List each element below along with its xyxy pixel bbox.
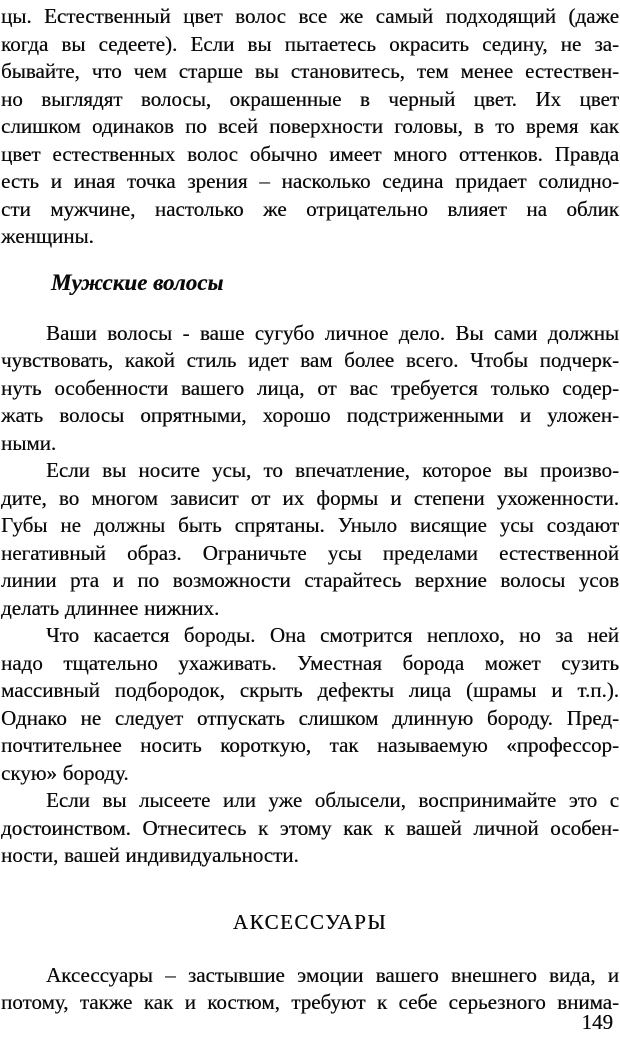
text-line: линии рта и по возможности старайтесь верхние волосы усов	[1, 568, 619, 592]
text-line: чувствовать, какой стиль идет вам более всего. Чтобы подчерк-	[1, 348, 619, 372]
paragraph-hair-style	[1, 320, 619, 458]
text-line: когда вы седеете). Если вы пытаетесь окрасить седину, не за-	[1, 31, 619, 56]
text-line: почтительнее носить короткую, так называемую «профессор-	[1, 733, 619, 757]
text-line: жать волосы опрятными, хорошо подстриженными и уложен-	[1, 403, 619, 427]
text-line: есть и иная точка зрения – насколько седина придает солидно-	[1, 169, 619, 193]
text-line: слишком одинаков по всей поверхности головы, в то время как	[1, 114, 619, 138]
text-line: Однако не следует отпускать слишком длинную бороду. Пред-	[1, 705, 619, 730]
paragraph-baldness	[1, 787, 619, 870]
text-line: Ваши волосы - ваше сугубо личное дело. Вы сами должны	[46, 320, 619, 345]
text-line: бывайте, что чем старше вы становитесь, тем менее естествен-	[1, 59, 619, 83]
text-line: Что касается бороды. Она смотрится неплохо, но за ней	[46, 623, 619, 647]
text-line: Если вы носите усы, то впечатление, которое вы произво-	[46, 458, 619, 482]
text-line: потому, также как и костюм, требуют к себе серьезного внима-	[1, 990, 619, 1014]
text-line: дите, во многом зависит от их формы и степени ухоженности.	[1, 485, 619, 510]
section-heading-accessories: АКСЕССУАРЫ	[232, 909, 388, 934]
page-number: 149	[581, 1010, 613, 1034]
paragraph-beard	[1, 622, 619, 787]
subheading-mens-hair: Мужские волосы	[51, 269, 224, 295]
text-line: сти мужчине, настолько же отрицательно влияет на облик	[1, 196, 619, 221]
text-line: ными.	[1, 430, 57, 455]
text-line: нуть особенности вашего лица, от вас требуется только содер-	[1, 375, 619, 400]
paragraph-accessories-intro	[1, 962, 619, 1017]
text-line: но выглядят волосы, окрашенные в черный цвет. Их цвет	[1, 86, 619, 111]
text-line: достоинством. Отнеситесь к этому как к вашей личной особен-	[1, 815, 619, 840]
text-line: скую» бороду.	[1, 760, 129, 785]
text-line: ности, вашей индивидуальности.	[1, 843, 299, 867]
paragraph-hair-color	[1, 3, 619, 251]
text-line: надо тщательно ухаживать. Уместная борода может сузить	[1, 650, 619, 675]
text-line: Губы не должны быть спрятаны. Уныло висящие усы создают	[1, 513, 619, 537]
text-line: Если вы лысеете или уже облысели, воспринимайте это с	[46, 788, 619, 812]
text-line: массивный подбородок, скрыть дефекты лица (шрамы и т.п.).	[1, 678, 619, 702]
text-line: делать длиннее нижних.	[1, 595, 220, 620]
text-line: цы. Естественный цвет волос все же самый подходящий (даже	[1, 4, 619, 28]
text-line: Аксессуары – застывшие эмоции вашего внешнего вида, и	[46, 962, 619, 987]
text-line: негативный образ. Ограничьте усы пределами естественной	[1, 540, 619, 565]
paragraph-moustache	[1, 457, 619, 622]
text-line: женщины.	[1, 224, 94, 248]
text-line: цвет естественных волос обычно имеет много оттенков. Правда	[1, 141, 619, 166]
